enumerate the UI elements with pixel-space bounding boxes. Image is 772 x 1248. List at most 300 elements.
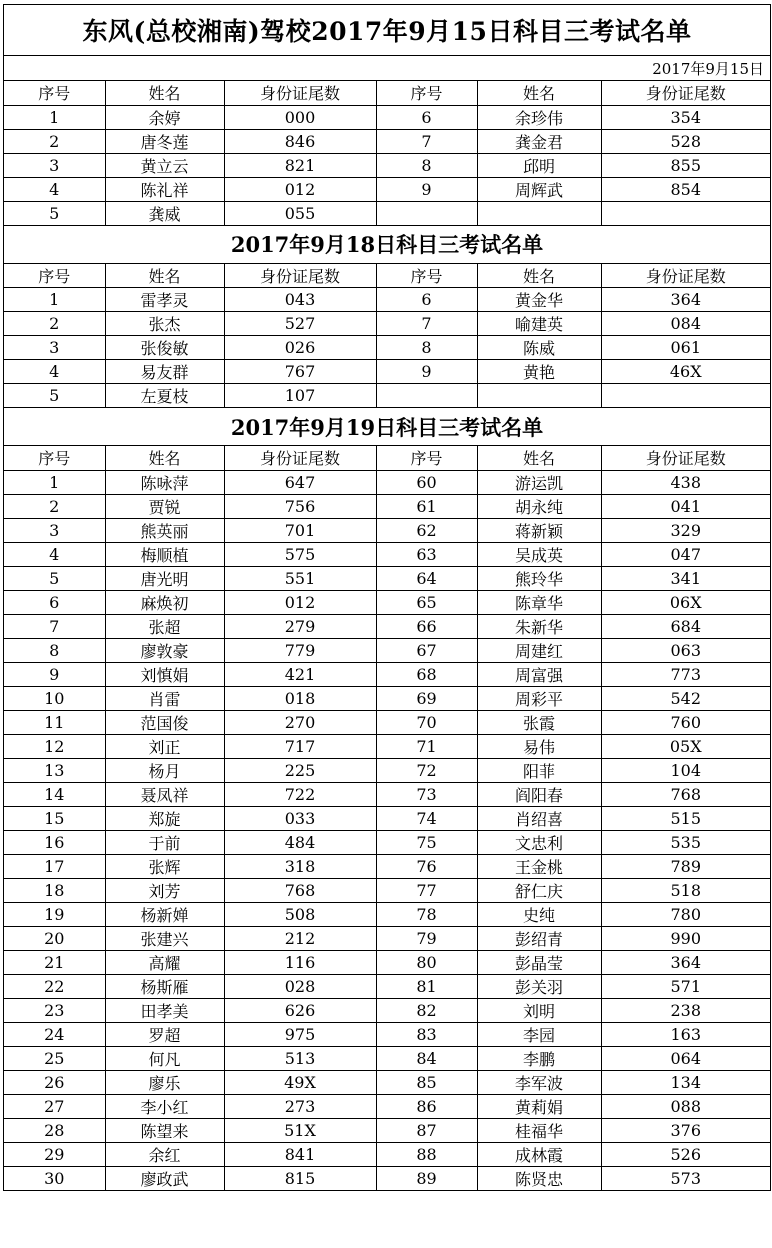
name-cell: 黄立云 bbox=[105, 153, 224, 177]
id-suffix-cell: 364 bbox=[601, 288, 770, 312]
seq-cell: 19 bbox=[4, 902, 105, 926]
name-cell: 陈望来 bbox=[105, 1118, 224, 1142]
table-row bbox=[4, 494, 770, 518]
seq-cell: 1 bbox=[4, 288, 105, 312]
name-cell: 麻焕初 bbox=[105, 590, 224, 614]
table-row bbox=[4, 734, 770, 758]
id-suffix-cell: 028 bbox=[224, 974, 376, 998]
seq-cell bbox=[376, 201, 477, 225]
table-row bbox=[4, 288, 770, 312]
column-header: 身份证尾数 bbox=[224, 446, 376, 470]
id-suffix-cell: 364 bbox=[601, 950, 770, 974]
id-suffix-cell: 542 bbox=[601, 686, 770, 710]
name-cell: 熊英丽 bbox=[105, 518, 224, 542]
name-cell: 周建红 bbox=[477, 638, 601, 662]
seq-cell: 86 bbox=[376, 1094, 477, 1118]
seq-cell: 83 bbox=[376, 1022, 477, 1046]
seq-cell: 87 bbox=[376, 1118, 477, 1142]
seq-cell: 3 bbox=[4, 336, 105, 360]
seq-cell: 23 bbox=[4, 998, 105, 1022]
id-suffix-cell: 212 bbox=[224, 926, 376, 950]
id-suffix-cell: 717 bbox=[224, 734, 376, 758]
seq-cell: 10 bbox=[4, 686, 105, 710]
id-suffix-cell: 047 bbox=[601, 542, 770, 566]
table-header-row bbox=[4, 446, 770, 470]
id-suffix-cell: 526 bbox=[601, 1142, 770, 1166]
id-suffix-cell: 846 bbox=[224, 129, 376, 153]
seq-cell: 7 bbox=[376, 129, 477, 153]
seq-cell: 84 bbox=[376, 1046, 477, 1070]
id-suffix-cell: 012 bbox=[224, 177, 376, 201]
table-row bbox=[4, 384, 770, 408]
seq-cell: 5 bbox=[4, 384, 105, 408]
table-row bbox=[4, 998, 770, 1022]
column-header: 姓名 bbox=[477, 264, 601, 288]
seq-cell: 62 bbox=[376, 518, 477, 542]
id-suffix-cell: 768 bbox=[601, 782, 770, 806]
id-suffix-cell: 064 bbox=[601, 1046, 770, 1070]
seq-cell: 65 bbox=[376, 590, 477, 614]
name-cell: 杨斯雁 bbox=[105, 974, 224, 998]
seq-cell: 82 bbox=[376, 998, 477, 1022]
name-cell: 张建兴 bbox=[105, 926, 224, 950]
name-cell: 杨月 bbox=[105, 758, 224, 782]
id-suffix-cell: 043 bbox=[224, 288, 376, 312]
table-row bbox=[4, 854, 770, 878]
name-cell: 范国俊 bbox=[105, 710, 224, 734]
name-cell: 朱新华 bbox=[477, 614, 601, 638]
column-header: 姓名 bbox=[105, 446, 224, 470]
table-row bbox=[4, 1070, 770, 1094]
id-suffix-cell: 341 bbox=[601, 566, 770, 590]
id-suffix-cell: 513 bbox=[224, 1046, 376, 1070]
table-row bbox=[4, 360, 770, 384]
seq-cell: 14 bbox=[4, 782, 105, 806]
name-cell: 肖绍喜 bbox=[477, 806, 601, 830]
id-suffix-cell: 270 bbox=[224, 710, 376, 734]
id-suffix-cell: 238 bbox=[601, 998, 770, 1022]
seq-cell: 78 bbox=[376, 902, 477, 926]
seq-cell: 12 bbox=[4, 734, 105, 758]
name-cell: 陈礼祥 bbox=[105, 177, 224, 201]
table-row bbox=[4, 758, 770, 782]
id-suffix-cell: 975 bbox=[224, 1022, 376, 1046]
seq-cell: 18 bbox=[4, 878, 105, 902]
seq-cell: 64 bbox=[376, 566, 477, 590]
seq-cell: 8 bbox=[376, 336, 477, 360]
document-title: 东风(总校湘南)驾校2017年9月15日科目三考试名单 bbox=[4, 4, 770, 56]
name-cell: 郑旋 bbox=[105, 806, 224, 830]
table-row bbox=[4, 878, 770, 902]
column-header: 序号 bbox=[376, 81, 477, 105]
id-suffix-cell: 773 bbox=[601, 662, 770, 686]
seq-cell: 9 bbox=[376, 360, 477, 384]
seq-cell: 70 bbox=[376, 710, 477, 734]
id-suffix-cell: 49X bbox=[224, 1070, 376, 1094]
table-row bbox=[4, 926, 770, 950]
name-cell: 高耀 bbox=[105, 950, 224, 974]
id-suffix-cell: 116 bbox=[224, 950, 376, 974]
name-cell bbox=[477, 384, 601, 408]
id-suffix-cell: 061 bbox=[601, 336, 770, 360]
name-cell: 余珍伟 bbox=[477, 105, 601, 129]
seq-cell: 3 bbox=[4, 153, 105, 177]
table-row bbox=[4, 566, 770, 590]
name-cell: 吴成英 bbox=[477, 542, 601, 566]
seq-cell: 88 bbox=[376, 1142, 477, 1166]
seq-cell: 89 bbox=[376, 1166, 477, 1190]
name-cell: 龚金君 bbox=[477, 129, 601, 153]
name-cell: 唐光明 bbox=[105, 566, 224, 590]
column-header: 姓名 bbox=[105, 81, 224, 105]
seq-cell: 60 bbox=[376, 470, 477, 494]
seq-cell: 73 bbox=[376, 782, 477, 806]
seq-cell: 67 bbox=[376, 638, 477, 662]
seq-cell: 4 bbox=[4, 177, 105, 201]
seq-cell: 6 bbox=[4, 590, 105, 614]
name-cell: 罗超 bbox=[105, 1022, 224, 1046]
name-cell: 李鹏 bbox=[477, 1046, 601, 1070]
id-suffix-cell: 756 bbox=[224, 494, 376, 518]
seq-cell: 68 bbox=[376, 662, 477, 686]
seq-cell: 8 bbox=[4, 638, 105, 662]
table-row bbox=[4, 902, 770, 926]
column-header: 身份证尾数 bbox=[601, 446, 770, 470]
id-suffix-cell: 789 bbox=[601, 854, 770, 878]
id-suffix-cell: 012 bbox=[224, 590, 376, 614]
seq-cell: 25 bbox=[4, 1046, 105, 1070]
seq-cell: 20 bbox=[4, 926, 105, 950]
column-header: 序号 bbox=[4, 81, 105, 105]
name-cell: 周辉武 bbox=[477, 177, 601, 201]
name-cell: 刘慎娟 bbox=[105, 662, 224, 686]
name-cell: 陈章华 bbox=[477, 590, 601, 614]
column-header: 身份证尾数 bbox=[601, 81, 770, 105]
name-cell: 王金桃 bbox=[477, 854, 601, 878]
id-suffix-cell: 626 bbox=[224, 998, 376, 1022]
id-suffix-cell: 551 bbox=[224, 566, 376, 590]
roster-table bbox=[4, 81, 770, 226]
seq-cell: 27 bbox=[4, 1094, 105, 1118]
column-header: 身份证尾数 bbox=[224, 264, 376, 288]
table-row bbox=[4, 830, 770, 854]
seq-cell: 75 bbox=[376, 830, 477, 854]
id-suffix-cell: 841 bbox=[224, 1142, 376, 1166]
seq-cell: 66 bbox=[376, 614, 477, 638]
name-cell: 李军波 bbox=[477, 1070, 601, 1094]
name-cell: 史纯 bbox=[477, 902, 601, 926]
seq-cell: 2 bbox=[4, 129, 105, 153]
name-cell: 于前 bbox=[105, 830, 224, 854]
seq-cell: 61 bbox=[376, 494, 477, 518]
seq-cell: 17 bbox=[4, 854, 105, 878]
id-suffix-cell bbox=[601, 384, 770, 408]
table-row bbox=[4, 662, 770, 686]
id-suffix-cell: 084 bbox=[601, 312, 770, 336]
table-row bbox=[4, 312, 770, 336]
table-row bbox=[4, 1094, 770, 1118]
seq-cell: 7 bbox=[4, 614, 105, 638]
section-title: 2017年9月19日科目三考试名单 bbox=[4, 408, 770, 446]
id-suffix-cell: 855 bbox=[601, 153, 770, 177]
id-suffix-cell: 518 bbox=[601, 878, 770, 902]
name-cell: 何凡 bbox=[105, 1046, 224, 1070]
seq-cell: 3 bbox=[4, 518, 105, 542]
name-cell: 李园 bbox=[477, 1022, 601, 1046]
table-row bbox=[4, 638, 770, 662]
table-row bbox=[4, 1118, 770, 1142]
name-cell: 聂凤祥 bbox=[105, 782, 224, 806]
name-cell: 雷孝灵 bbox=[105, 288, 224, 312]
id-suffix-cell: 573 bbox=[601, 1166, 770, 1190]
id-suffix-cell: 273 bbox=[224, 1094, 376, 1118]
name-cell: 陈贤忠 bbox=[477, 1166, 601, 1190]
name-cell bbox=[477, 201, 601, 225]
name-cell: 左夏枝 bbox=[105, 384, 224, 408]
id-suffix-cell: 018 bbox=[224, 686, 376, 710]
name-cell: 彭晶莹 bbox=[477, 950, 601, 974]
id-suffix-cell: 438 bbox=[601, 470, 770, 494]
name-cell: 廖政武 bbox=[105, 1166, 224, 1190]
name-cell: 李小红 bbox=[105, 1094, 224, 1118]
table-header-row bbox=[4, 264, 770, 288]
name-cell: 唐冬莲 bbox=[105, 129, 224, 153]
name-cell: 张辉 bbox=[105, 854, 224, 878]
name-cell: 易友群 bbox=[105, 360, 224, 384]
name-cell: 余婷 bbox=[105, 105, 224, 129]
id-suffix-cell: 026 bbox=[224, 336, 376, 360]
id-suffix-cell: 854 bbox=[601, 177, 770, 201]
name-cell: 游运凯 bbox=[477, 470, 601, 494]
name-cell: 阳菲 bbox=[477, 758, 601, 782]
table-row bbox=[4, 153, 770, 177]
name-cell: 胡永纯 bbox=[477, 494, 601, 518]
seq-cell: 7 bbox=[376, 312, 477, 336]
id-suffix-cell: 107 bbox=[224, 384, 376, 408]
name-cell: 文忠利 bbox=[477, 830, 601, 854]
id-suffix-cell: 163 bbox=[601, 1022, 770, 1046]
name-cell: 彭关羽 bbox=[477, 974, 601, 998]
seq-cell: 28 bbox=[4, 1118, 105, 1142]
name-cell: 陈威 bbox=[477, 336, 601, 360]
seq-cell: 63 bbox=[376, 542, 477, 566]
column-header: 身份证尾数 bbox=[224, 81, 376, 105]
table-row bbox=[4, 590, 770, 614]
name-cell: 黄艳 bbox=[477, 360, 601, 384]
seq-cell: 6 bbox=[376, 105, 477, 129]
name-cell: 蒋新颖 bbox=[477, 518, 601, 542]
id-suffix-cell: 647 bbox=[224, 470, 376, 494]
table-row bbox=[4, 105, 770, 129]
name-cell: 邱明 bbox=[477, 153, 601, 177]
name-cell: 梅顺植 bbox=[105, 542, 224, 566]
column-header: 姓名 bbox=[477, 81, 601, 105]
seq-cell: 81 bbox=[376, 974, 477, 998]
seq-cell: 11 bbox=[4, 710, 105, 734]
id-suffix-cell: 760 bbox=[601, 710, 770, 734]
id-suffix-cell: 041 bbox=[601, 494, 770, 518]
name-cell: 彭绍青 bbox=[477, 926, 601, 950]
seq-cell: 30 bbox=[4, 1166, 105, 1190]
seq-cell: 76 bbox=[376, 854, 477, 878]
id-suffix-cell: 701 bbox=[224, 518, 376, 542]
name-cell: 熊玲华 bbox=[477, 566, 601, 590]
id-suffix-cell: 684 bbox=[601, 614, 770, 638]
name-cell: 肖雷 bbox=[105, 686, 224, 710]
seq-cell: 9 bbox=[376, 177, 477, 201]
name-cell: 张杰 bbox=[105, 312, 224, 336]
id-suffix-cell: 225 bbox=[224, 758, 376, 782]
name-cell: 刘明 bbox=[477, 998, 601, 1022]
seq-cell: 16 bbox=[4, 830, 105, 854]
id-suffix-cell: 821 bbox=[224, 153, 376, 177]
seq-cell: 22 bbox=[4, 974, 105, 998]
id-suffix-cell: 279 bbox=[224, 614, 376, 638]
name-cell: 龚威 bbox=[105, 201, 224, 225]
roster-sections bbox=[4, 81, 770, 1191]
name-cell: 桂福华 bbox=[477, 1118, 601, 1142]
seq-cell: 4 bbox=[4, 360, 105, 384]
id-suffix-cell: 329 bbox=[601, 518, 770, 542]
seq-cell: 9 bbox=[4, 662, 105, 686]
id-suffix-cell: 421 bbox=[224, 662, 376, 686]
id-suffix-cell: 515 bbox=[601, 806, 770, 830]
table-row bbox=[4, 710, 770, 734]
name-cell: 周富强 bbox=[477, 662, 601, 686]
table-row bbox=[4, 974, 770, 998]
seq-cell: 71 bbox=[376, 734, 477, 758]
id-suffix-cell: 376 bbox=[601, 1118, 770, 1142]
seq-cell: 1 bbox=[4, 470, 105, 494]
column-header: 序号 bbox=[4, 264, 105, 288]
name-cell: 陈咏萍 bbox=[105, 470, 224, 494]
name-cell: 阎阳春 bbox=[477, 782, 601, 806]
seq-cell: 15 bbox=[4, 806, 105, 830]
name-cell: 舒仁庆 bbox=[477, 878, 601, 902]
table-row bbox=[4, 1046, 770, 1070]
table-row bbox=[4, 336, 770, 360]
id-suffix-cell: 990 bbox=[601, 926, 770, 950]
seq-cell: 26 bbox=[4, 1070, 105, 1094]
table-row bbox=[4, 782, 770, 806]
id-suffix-cell: 033 bbox=[224, 806, 376, 830]
seq-cell: 85 bbox=[376, 1070, 477, 1094]
id-suffix-cell: 318 bbox=[224, 854, 376, 878]
id-suffix-cell: 354 bbox=[601, 105, 770, 129]
table-row bbox=[4, 686, 770, 710]
name-cell: 贾锐 bbox=[105, 494, 224, 518]
name-cell: 喻建英 bbox=[477, 312, 601, 336]
table-row bbox=[4, 1142, 770, 1166]
id-suffix-cell: 767 bbox=[224, 360, 376, 384]
id-suffix-cell: 571 bbox=[601, 974, 770, 998]
id-suffix-cell: 575 bbox=[224, 542, 376, 566]
id-suffix-cell: 06X bbox=[601, 590, 770, 614]
name-cell: 余红 bbox=[105, 1142, 224, 1166]
seq-cell: 77 bbox=[376, 878, 477, 902]
id-suffix-cell: 05X bbox=[601, 734, 770, 758]
seq-cell: 79 bbox=[376, 926, 477, 950]
table-row bbox=[4, 177, 770, 201]
name-cell: 易伟 bbox=[477, 734, 601, 758]
id-suffix-cell: 535 bbox=[601, 830, 770, 854]
seq-cell: 74 bbox=[376, 806, 477, 830]
seq-cell: 6 bbox=[376, 288, 477, 312]
name-cell: 廖敦豪 bbox=[105, 638, 224, 662]
id-suffix-cell: 51X bbox=[224, 1118, 376, 1142]
seq-cell: 2 bbox=[4, 494, 105, 518]
column-header: 姓名 bbox=[477, 446, 601, 470]
name-cell: 张俊敏 bbox=[105, 336, 224, 360]
name-cell: 刘芳 bbox=[105, 878, 224, 902]
table-row bbox=[4, 806, 770, 830]
exam-roster-sheet bbox=[3, 4, 771, 1191]
column-header: 序号 bbox=[376, 446, 477, 470]
name-cell: 张霞 bbox=[477, 710, 601, 734]
seq-cell: 5 bbox=[4, 566, 105, 590]
seq-cell: 5 bbox=[4, 201, 105, 225]
name-cell: 廖乐 bbox=[105, 1070, 224, 1094]
seq-cell: 69 bbox=[376, 686, 477, 710]
id-suffix-cell: 528 bbox=[601, 129, 770, 153]
table-row bbox=[4, 614, 770, 638]
table-row bbox=[4, 542, 770, 566]
seq-cell: 8 bbox=[376, 153, 477, 177]
seq-cell: 13 bbox=[4, 758, 105, 782]
column-header: 序号 bbox=[376, 264, 477, 288]
id-suffix-cell: 722 bbox=[224, 782, 376, 806]
roster-table bbox=[4, 446, 770, 1191]
id-suffix-cell: 779 bbox=[224, 638, 376, 662]
id-suffix-cell: 134 bbox=[601, 1070, 770, 1094]
table-row bbox=[4, 1022, 770, 1046]
seq-cell: 24 bbox=[4, 1022, 105, 1046]
seq-cell: 72 bbox=[376, 758, 477, 782]
id-suffix-cell: 063 bbox=[601, 638, 770, 662]
id-suffix-cell: 484 bbox=[224, 830, 376, 854]
seq-cell: 21 bbox=[4, 950, 105, 974]
table-header-row bbox=[4, 81, 770, 105]
name-cell: 周彩平 bbox=[477, 686, 601, 710]
name-cell: 黄金华 bbox=[477, 288, 601, 312]
seq-cell bbox=[376, 384, 477, 408]
table-row bbox=[4, 518, 770, 542]
seq-cell: 2 bbox=[4, 312, 105, 336]
table-row bbox=[4, 470, 770, 494]
id-suffix-cell: 527 bbox=[224, 312, 376, 336]
id-suffix-cell: 768 bbox=[224, 878, 376, 902]
table-row bbox=[4, 201, 770, 225]
table-row bbox=[4, 950, 770, 974]
name-cell: 杨新婵 bbox=[105, 902, 224, 926]
id-suffix-cell: 508 bbox=[224, 902, 376, 926]
seq-cell: 1 bbox=[4, 105, 105, 129]
table-row bbox=[4, 129, 770, 153]
id-suffix-cell: 055 bbox=[224, 201, 376, 225]
column-header: 姓名 bbox=[105, 264, 224, 288]
section-title: 2017年9月18日科目三考试名单 bbox=[4, 226, 770, 264]
id-suffix-cell bbox=[601, 201, 770, 225]
document-date: 2017年9月15日 bbox=[4, 56, 770, 81]
name-cell: 张超 bbox=[105, 614, 224, 638]
seq-cell: 80 bbox=[376, 950, 477, 974]
name-cell: 田孝美 bbox=[105, 998, 224, 1022]
name-cell: 成林霞 bbox=[477, 1142, 601, 1166]
column-header: 身份证尾数 bbox=[601, 264, 770, 288]
id-suffix-cell: 104 bbox=[601, 758, 770, 782]
id-suffix-cell: 46X bbox=[601, 360, 770, 384]
id-suffix-cell: 088 bbox=[601, 1094, 770, 1118]
